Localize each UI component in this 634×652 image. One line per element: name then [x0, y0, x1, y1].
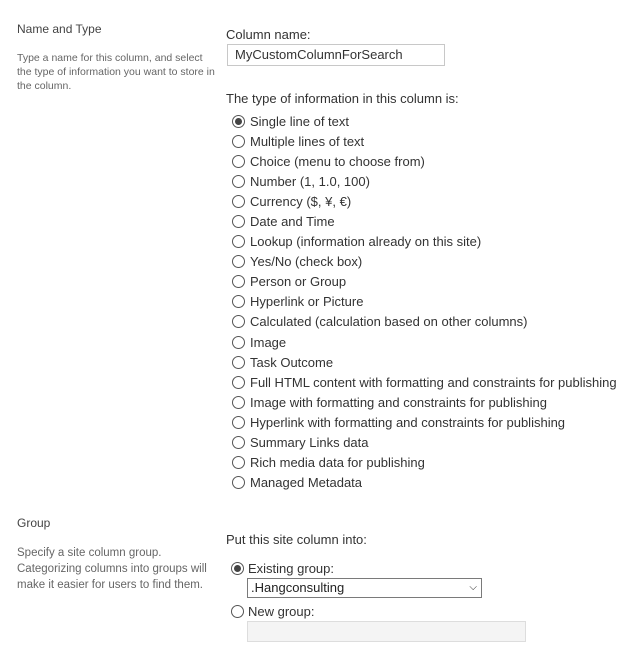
name-type-title: Name and Type	[17, 22, 102, 36]
column-type-radio[interactable]	[232, 436, 245, 449]
existing-group-value: .Hangconsulting	[251, 580, 345, 595]
column-type-option[interactable]	[232, 433, 617, 453]
column-type-label: Single line of text	[250, 113, 350, 129]
column-type-label: Lookup (information already on this site)	[250, 234, 482, 250]
column-type-radio[interactable]	[232, 376, 245, 389]
column-type-option[interactable]	[232, 453, 617, 473]
column-type-label: Number (1, 1.0, 100)	[250, 173, 370, 189]
column-type-radio[interactable]	[232, 456, 245, 469]
column-type-label: Calculated (calculation based on other columns)	[250, 314, 528, 330]
column-type-radio[interactable]	[232, 155, 245, 168]
column-type-label: Hyperlink with formatting and constraints for publishing	[250, 414, 566, 430]
column-type-option[interactable]	[232, 312, 617, 332]
column-name-input[interactable]: MyCustomColumnForSearch	[227, 44, 445, 66]
column-type-option[interactable]	[232, 232, 617, 252]
column-type-label: Rich media data for publishing	[250, 455, 425, 471]
column-type-option[interactable]	[232, 171, 617, 191]
column-type-radio[interactable]	[232, 416, 245, 429]
column-type-option[interactable]	[232, 292, 617, 312]
column-type-radio[interactable]	[232, 275, 245, 288]
new-group-input	[247, 621, 526, 642]
column-type-option[interactable]	[232, 412, 617, 432]
column-type-label: Image	[250, 334, 287, 350]
column-type-radio[interactable]	[232, 476, 245, 489]
column-type-radio-list	[232, 111, 617, 493]
column-type-option[interactable]	[232, 473, 617, 493]
column-type-radio[interactable]	[232, 175, 245, 188]
column-type-radio[interactable]	[232, 336, 245, 349]
column-type-radio[interactable]	[232, 315, 245, 328]
column-type-label: Image with formatting and constraints for publishing	[250, 394, 547, 410]
column-type-radio[interactable]	[232, 115, 245, 128]
existing-group-label: Existing group:	[248, 561, 334, 576]
new-group-option[interactable]	[231, 604, 314, 619]
column-type-option[interactable]	[232, 111, 617, 131]
column-type-option[interactable]	[232, 392, 617, 412]
column-type-label: Date and Time	[250, 214, 335, 230]
column-type-option[interactable]	[232, 372, 617, 392]
column-type-option[interactable]	[232, 151, 617, 171]
column-type-radio[interactable]	[232, 215, 245, 228]
column-type-label: Managed Metadata	[250, 475, 363, 491]
column-type-option[interactable]	[232, 332, 617, 352]
type-info-label: The type of information in this column is:	[226, 91, 459, 106]
existing-group-radio[interactable]	[231, 562, 244, 575]
column-type-radio[interactable]	[232, 356, 245, 369]
group-label: Put this site column into:	[226, 532, 367, 547]
column-type-radio[interactable]	[232, 396, 245, 409]
column-type-option[interactable]	[232, 211, 617, 231]
column-type-label: Person or Group	[250, 274, 347, 290]
column-type-option[interactable]	[232, 131, 617, 151]
existing-group-select[interactable]	[247, 578, 482, 598]
group-description: Specify a site column group. Categorizing columns into groups will make it easier for users to find them.	[17, 547, 207, 591]
column-type-option[interactable]	[232, 352, 617, 372]
column-type-label: Hyperlink or Picture	[250, 294, 364, 310]
column-type-option[interactable]	[232, 252, 617, 272]
column-type-radio[interactable]	[232, 255, 245, 268]
column-type-radio[interactable]	[232, 195, 245, 208]
column-type-option[interactable]	[232, 272, 617, 292]
new-group-radio[interactable]	[231, 605, 244, 618]
name-type-description: Type a name for this column, and select the type of information you want to store in the column.	[17, 52, 215, 92]
column-type-label: Yes/No (check box)	[250, 254, 363, 270]
column-type-radio[interactable]	[232, 135, 245, 148]
column-type-label: Task Outcome	[250, 354, 334, 370]
column-name-label: Column name:	[226, 27, 311, 42]
new-group-label: New group:	[248, 604, 315, 619]
existing-group-option[interactable]	[231, 561, 334, 576]
chevron-down-icon: ⌵	[469, 582, 477, 593]
column-type-label: Multiple lines of text	[250, 133, 365, 149]
column-type-label: Full HTML content with formatting and constraints for publishing	[250, 374, 617, 390]
column-type-radio[interactable]	[232, 295, 245, 308]
column-type-label: Summary Links data	[250, 435, 369, 451]
column-type-label: Currency ($, ¥, €)	[250, 193, 352, 209]
column-type-label: Choice (menu to choose from)	[250, 153, 425, 169]
column-type-option[interactable]	[232, 191, 617, 211]
column-type-radio[interactable]	[232, 235, 245, 248]
group-title: Group	[17, 516, 51, 530]
